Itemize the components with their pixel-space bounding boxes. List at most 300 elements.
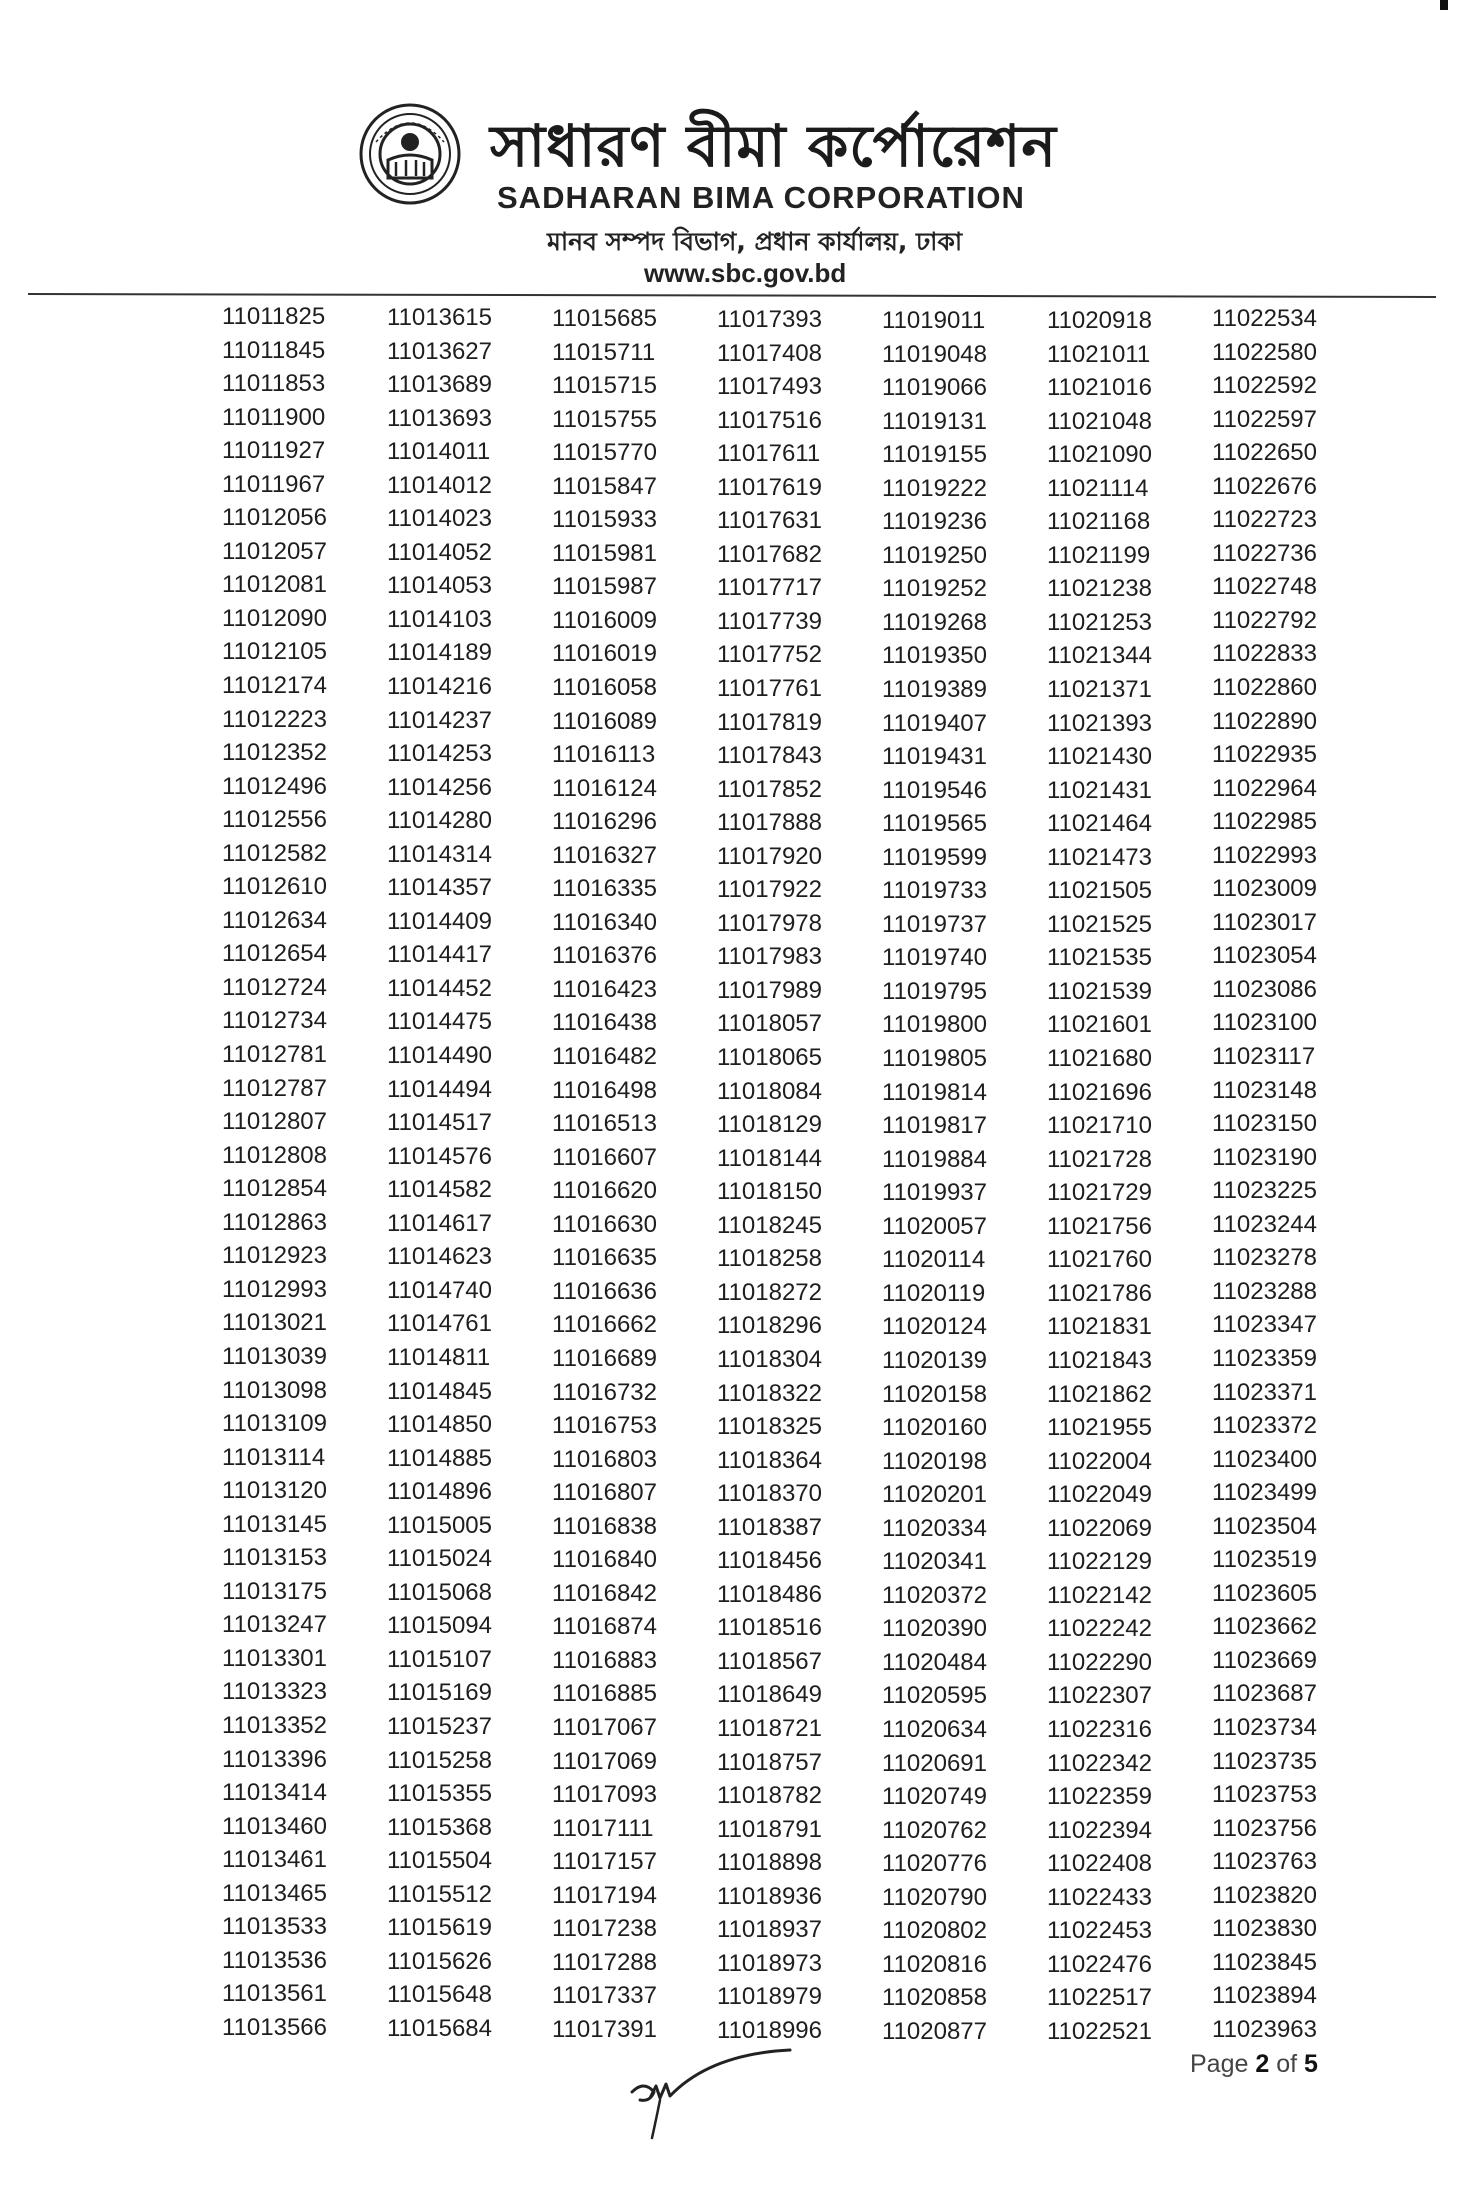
roll-number: 11013120: [222, 1477, 327, 1505]
roll-number: 11020160: [882, 1414, 987, 1442]
roll-number: 11022792: [1212, 606, 1317, 634]
roll-number: 11012105: [222, 638, 327, 666]
roll-number: 11019805: [882, 1045, 987, 1073]
roll-number: 11016423: [552, 975, 657, 1003]
roll-number: 11014357: [387, 874, 492, 902]
roll-number: 11016732: [552, 1378, 657, 1406]
organization-name-bengali: সাধারণ বীমা কর্পোরেশন: [490, 112, 1057, 180]
roll-number: 11022592: [1212, 372, 1317, 400]
roll-number: 11022748: [1212, 573, 1317, 601]
roll-number: 11019937: [882, 1179, 987, 1207]
roll-number: 11011900: [222, 403, 326, 431]
roll-number: 11013396: [222, 1745, 327, 1773]
roll-number: 11023372: [1212, 1412, 1317, 1440]
page-number-total: 5: [1304, 2050, 1318, 2078]
roll-number: 11023687: [1212, 1680, 1317, 1708]
roll-number: 11023017: [1212, 908, 1317, 936]
roll-number: 11014052: [387, 538, 492, 566]
roll-number: 11019048: [882, 340, 987, 368]
roll-number: 11023371: [1212, 1378, 1317, 1406]
roll-number: 11017157: [552, 1848, 657, 1876]
roll-number: 11016296: [552, 808, 657, 836]
roll-number: 11015770: [552, 439, 657, 467]
roll-number: 11014811: [387, 1343, 491, 1371]
roll-number: 11023117: [1212, 1043, 1316, 1071]
roll-number: 11023244: [1212, 1210, 1317, 1238]
roll-number: 11018245: [717, 1211, 822, 1239]
roll-number: 11020139: [882, 1346, 987, 1374]
roll-number: 11018516: [717, 1614, 822, 1642]
roll-number: 11012056: [222, 504, 327, 532]
roll-number: 11016327: [552, 841, 657, 869]
roll-number: 11014280: [387, 807, 492, 835]
roll-number: 11023519: [1212, 1546, 1317, 1574]
roll-number: 11013465: [222, 1879, 327, 1907]
roll-number: 11014011: [387, 438, 491, 466]
roll-number: 11013145: [222, 1510, 327, 1538]
roll-number: 11014517: [387, 1109, 492, 1137]
roll-number: 11014216: [387, 673, 492, 701]
roll-number: 11022476: [1047, 1950, 1152, 1978]
scan-corner-mark: [1440, 0, 1448, 10]
roll-number: 11013566: [222, 2013, 327, 2041]
roll-number: 11023894: [1212, 1982, 1317, 2010]
roll-number: 11022342: [1047, 1749, 1152, 1777]
roll-number: 11020762: [882, 1816, 987, 1844]
roll-number: 11019800: [882, 1011, 987, 1039]
roll-number: 11014617: [387, 1209, 492, 1237]
roll-number: 11018937: [717, 1916, 822, 1944]
roll-number: 11021393: [1047, 709, 1152, 737]
organization-name-english: SADHARAN BIMA CORPORATION: [497, 180, 1025, 215]
roll-number: 11012993: [222, 1275, 327, 1303]
roll-number: 11023669: [1212, 1646, 1317, 1674]
roll-number: 11015107: [387, 1645, 492, 1673]
roll-number: 11012923: [222, 1242, 327, 1270]
roll-number: 11012807: [222, 1108, 327, 1136]
roll-number: 11015005: [387, 1511, 492, 1539]
roll-number: 11022580: [1212, 338, 1317, 366]
roll-number: 11022736: [1212, 539, 1317, 567]
roll-number: 11021760: [1047, 1246, 1152, 1274]
roll-number: 11021831: [1047, 1313, 1152, 1341]
roll-number: 11015068: [387, 1578, 492, 1606]
roll-number: 11021371: [1047, 676, 1152, 704]
roll-number: 11018304: [717, 1345, 822, 1373]
roll-number: 11020158: [882, 1380, 987, 1408]
roll-number: 11021168: [1047, 508, 1151, 536]
roll-number: 11017983: [717, 943, 822, 971]
roll-number: 11021786: [1047, 1279, 1152, 1307]
roll-number: 11015094: [387, 1612, 492, 1640]
roll-number: 11019795: [882, 977, 987, 1005]
roll-number: 11023734: [1212, 1713, 1317, 1741]
roll-number: 11022985: [1212, 808, 1317, 836]
roll-number: 11020198: [882, 1447, 987, 1475]
roll-number: 11016340: [552, 908, 657, 936]
roll-number: 11022676: [1212, 472, 1317, 500]
roll-number: 11016630: [552, 1210, 657, 1238]
roll-number: 11022650: [1212, 439, 1317, 467]
roll-number: 11016689: [552, 1344, 657, 1372]
roll-number: 11023499: [1212, 1479, 1317, 1507]
roll-number: 11012787: [222, 1074, 327, 1102]
roll-number: 11018979: [717, 1983, 822, 2011]
roll-number: 11014582: [387, 1176, 492, 1204]
roll-number: 11017391: [552, 2015, 657, 2043]
roll-number: 11014845: [387, 1377, 492, 1405]
roll-number: 11015981: [552, 539, 657, 567]
roll-number: 11018757: [717, 1748, 822, 1776]
roll-number: 11017111: [552, 1814, 654, 1842]
roll-number: 11018129: [717, 1111, 822, 1139]
roll-number: 11020390: [882, 1615, 987, 1643]
roll-number: 11011853: [222, 370, 326, 398]
roll-number: 11018370: [717, 1480, 822, 1508]
roll-number: 11023763: [1212, 1848, 1317, 1876]
roll-number: 11020634: [882, 1715, 987, 1743]
roll-number: 11022307: [1047, 1682, 1152, 1710]
roll-number: 11017922: [717, 876, 822, 904]
roll-number: 11018567: [717, 1647, 822, 1675]
roll-number: 11013627: [387, 337, 492, 365]
roll-number: 11021114: [1047, 474, 1149, 502]
roll-number: 11017717: [717, 574, 822, 602]
roll-number: 11016513: [552, 1110, 657, 1138]
roll-number: 11017761: [717, 675, 822, 703]
roll-number: 11023504: [1212, 1512, 1317, 1540]
roll-number: 11023054: [1212, 942, 1317, 970]
roll-number: 11020124: [882, 1313, 987, 1341]
roll-number: 11016662: [552, 1311, 657, 1339]
roll-number: 11014761: [387, 1310, 492, 1338]
roll-number: 11021862: [1047, 1380, 1152, 1408]
roll-number: 11020776: [882, 1850, 987, 1878]
roll-number: 11017194: [552, 1881, 657, 1909]
roll-number: 11018721: [717, 1714, 822, 1742]
roll-number: 11012781: [222, 1041, 327, 1069]
roll-number: 11022935: [1212, 741, 1317, 769]
roll-number: 11017843: [717, 742, 822, 770]
roll-number: 11016607: [552, 1143, 657, 1171]
roll-number: 11013414: [222, 1779, 327, 1807]
roll-number: 11012496: [222, 772, 327, 800]
roll-number: 11012610: [222, 873, 327, 901]
roll-number: 11012808: [222, 1141, 327, 1169]
roll-number: 11016438: [552, 1009, 657, 1037]
roll-number: 11017408: [717, 339, 822, 367]
roll-number: 11018144: [717, 1144, 822, 1172]
roll-number: 11020595: [882, 1682, 987, 1710]
roll-number-column: [1047, 304, 1187, 2050]
roll-number: 11013460: [222, 1812, 327, 1840]
page-number-of: of: [1269, 2050, 1304, 2078]
roll-number: 11023845: [1212, 1948, 1317, 1976]
roll-number: 11016803: [552, 1445, 657, 1473]
roll-number: 11014409: [387, 907, 492, 935]
roll-number: 11023225: [1212, 1177, 1317, 1205]
roll-number: 11015847: [552, 472, 657, 500]
roll-number: 11014053: [387, 572, 492, 600]
roll-number: 11021344: [1047, 642, 1152, 670]
roll-number: 11014494: [387, 1075, 492, 1103]
roll-number: 11022833: [1212, 640, 1317, 668]
roll-number: 11016009: [552, 606, 657, 634]
roll-number: 11020691: [882, 1749, 987, 1777]
roll-number: 11014623: [387, 1243, 492, 1271]
roll-number: 11015024: [387, 1545, 492, 1573]
roll-number: 11013561: [222, 1980, 327, 2008]
roll-number: 11016807: [552, 1479, 657, 1507]
roll-number: 11021601: [1047, 1011, 1152, 1039]
roll-number: 11019268: [882, 608, 987, 636]
roll-number: 11016838: [552, 1512, 657, 1540]
roll-number: 11016124: [552, 774, 657, 802]
roll-number: 11018782: [717, 1782, 822, 1810]
roll-number: 11012556: [222, 806, 327, 834]
roll-number: 11022408: [1047, 1850, 1152, 1878]
roll-number: 11017852: [717, 775, 822, 803]
roll-number: 11015684: [387, 2014, 492, 2042]
roll-number: 11022860: [1212, 674, 1317, 702]
roll-number: 11021955: [1047, 1414, 1152, 1442]
roll-number-column: [387, 301, 527, 2050]
roll-number: 11016842: [552, 1579, 657, 1607]
roll-number: 11019222: [882, 474, 987, 502]
roll-number: 11018486: [717, 1580, 822, 1608]
roll-number: 11022316: [1047, 1715, 1152, 1743]
roll-number: 11021710: [1047, 1112, 1152, 1140]
roll-number: 11012057: [222, 537, 327, 565]
roll-number: 11022534: [1212, 305, 1317, 332]
roll-number: 11023150: [1212, 1110, 1317, 1138]
page-number: [1190, 2050, 1318, 2079]
roll-number: 11016335: [552, 875, 657, 903]
roll-number: 11012081: [222, 571, 327, 599]
roll-number: 11018898: [717, 1849, 822, 1877]
roll-number: 11020802: [882, 1917, 987, 1945]
roll-number: 11020790: [882, 1883, 987, 1911]
roll-number: 11016019: [552, 640, 657, 668]
roll-number: 11014475: [387, 1008, 492, 1036]
roll-number: 11021505: [1047, 877, 1152, 905]
roll-number: 11017631: [717, 507, 822, 535]
roll-number: 11018791: [717, 1815, 822, 1843]
roll-number: 11021729: [1047, 1179, 1152, 1207]
roll-number: 11014417: [387, 941, 492, 969]
roll-number: 11015933: [552, 506, 657, 534]
roll-number: 11015258: [387, 1746, 492, 1774]
roll-number: 11012223: [222, 705, 327, 733]
roll-number: 11018272: [717, 1278, 822, 1306]
roll-number: 11021238: [1047, 575, 1152, 603]
roll-number: 11022142: [1047, 1581, 1152, 1609]
roll-number: 11020816: [882, 1950, 987, 1978]
roll-number: 11018325: [717, 1413, 822, 1441]
roll-number: 11016482: [552, 1043, 657, 1071]
roll-number: 11021728: [1047, 1145, 1152, 1173]
roll-number: 11019884: [882, 1145, 987, 1173]
roll-number: 11015512: [387, 1880, 492, 1908]
roll-number: 11016636: [552, 1277, 657, 1305]
roll-number: 11013352: [222, 1711, 327, 1739]
roll-number: 11018296: [717, 1312, 822, 1340]
roll-number: 11021090: [1047, 441, 1152, 469]
roll-number: 11020201: [882, 1481, 987, 1509]
roll-number: 11013689: [387, 371, 492, 399]
roll-number: 11019155: [882, 441, 987, 469]
roll-number: 11013153: [222, 1544, 327, 1572]
roll-number: 11018387: [717, 1513, 822, 1541]
roll-number: 11016058: [552, 674, 657, 702]
roll-number: 11014885: [387, 1444, 492, 1472]
roll-number: 11023359: [1212, 1344, 1317, 1372]
roll-number: 11022359: [1047, 1783, 1152, 1811]
roll-number: 11019817: [882, 1112, 987, 1140]
roll-number: 11018150: [717, 1178, 822, 1206]
roll-number: 11023735: [1212, 1747, 1317, 1775]
roll-number: 11023086: [1212, 975, 1317, 1003]
roll-number: 11013039: [222, 1342, 327, 1370]
roll-number: 11014189: [387, 639, 492, 667]
roll-number: 11023820: [1212, 1881, 1317, 1909]
roll-number: 11018649: [717, 1681, 822, 1709]
page-number-prefix: Page: [1190, 2050, 1256, 2078]
roll-number: 11021016: [1047, 374, 1152, 402]
roll-number: 11019350: [882, 642, 987, 670]
roll-number: 11019431: [882, 743, 987, 771]
roll-number: 11023753: [1212, 1781, 1317, 1809]
roll-number-column: [552, 302, 692, 2050]
roll-number: 11021011: [1047, 340, 1151, 368]
roll-number: 11019599: [882, 843, 987, 871]
roll-number: 11014237: [387, 706, 492, 734]
roll-number: 11012863: [222, 1208, 327, 1236]
roll-number: 11021756: [1047, 1212, 1152, 1240]
roll-number: 11013693: [387, 404, 492, 432]
roll-number: 11017238: [552, 1915, 657, 1943]
roll-number: 11015711: [552, 338, 656, 366]
roll-number: 11014314: [387, 840, 492, 868]
roll-number: 11019250: [882, 541, 987, 569]
roll-number: 11019389: [882, 676, 987, 704]
roll-number: 11013615: [387, 304, 492, 331]
roll-number: 11015626: [387, 1947, 492, 1975]
roll-number: 11020918: [1047, 307, 1152, 334]
roll-number: 11011825: [222, 303, 326, 330]
roll-number: 11014576: [387, 1142, 492, 1170]
roll-number: 11023009: [1212, 875, 1317, 903]
roll-number: 11021680: [1047, 1045, 1152, 1073]
roll-number: 11017978: [717, 909, 822, 937]
roll-number: 11014012: [387, 471, 492, 499]
roll-number: 11022049: [1047, 1481, 1152, 1509]
roll-number: 11011967: [222, 470, 326, 498]
roll-number: 11021843: [1047, 1346, 1152, 1374]
roll-number: 11015169: [387, 1679, 492, 1707]
roll-number: 11017393: [717, 306, 822, 333]
roll-number: 11019733: [882, 877, 987, 905]
roll-number: 11017682: [717, 540, 822, 568]
roll-number: 11022433: [1047, 1883, 1152, 1911]
roll-number: 11017920: [717, 842, 822, 870]
roll-number-column: [1212, 302, 1352, 2050]
roll-number: 11016840: [552, 1546, 657, 1574]
roll-number: 11021253: [1047, 608, 1152, 636]
roll-number: 11017516: [717, 406, 822, 434]
roll-number: 11013323: [222, 1678, 327, 1706]
roll-number: 11023288: [1212, 1277, 1317, 1305]
roll-number: 11020114: [882, 1246, 986, 1274]
roll-number: 11020119: [882, 1279, 986, 1307]
roll-number: 11016113: [552, 741, 656, 769]
roll-number: 11022004: [1047, 1447, 1152, 1475]
roll-number: 11019737: [882, 910, 987, 938]
roll-number: 11014253: [387, 740, 492, 768]
roll-number: 11018456: [717, 1547, 822, 1575]
roll-number: 11016635: [552, 1244, 657, 1272]
roll-number: 11014740: [387, 1276, 492, 1304]
roll-number: 11012654: [222, 940, 327, 968]
roll-number: 11014896: [387, 1478, 492, 1506]
roll-number: 11021525: [1047, 910, 1152, 938]
roll-number: 11022993: [1212, 841, 1317, 869]
roll-number: 11013109: [222, 1410, 327, 1438]
roll-number: 11014103: [387, 605, 492, 633]
roll-number: 11015355: [387, 1780, 492, 1808]
roll-number: 11022242: [1047, 1615, 1152, 1643]
roll-number: 11017069: [552, 1747, 657, 1775]
roll-number: 11015755: [552, 405, 657, 433]
roll-number: 11012090: [222, 604, 327, 632]
roll-number: 11012174: [222, 672, 327, 700]
roll-number: 11018057: [717, 1010, 822, 1038]
roll-number: 11013021: [222, 1309, 327, 1337]
roll-number: 11012582: [222, 839, 327, 867]
roll-number: 11014850: [387, 1411, 492, 1439]
roll-number: 11023605: [1212, 1579, 1317, 1607]
roll-number: 11017739: [717, 607, 822, 635]
roll-number: 11017888: [717, 809, 822, 837]
roll-number: 11012854: [222, 1175, 327, 1203]
roll-number: 11020334: [882, 1514, 987, 1542]
roll-number: 11017619: [717, 473, 822, 501]
roll-number: 11022597: [1212, 405, 1317, 433]
roll-number: 11015987: [552, 573, 657, 601]
roll-number: 11017493: [717, 373, 822, 401]
roll-number: 11022517: [1047, 1984, 1152, 2012]
roll-number: 11021199: [1047, 541, 1151, 569]
roll-number: 11022129: [1047, 1548, 1152, 1576]
roll-number: 11021431: [1047, 776, 1152, 804]
roll-number: 11020858: [882, 1984, 987, 2012]
roll-number: 11016620: [552, 1177, 657, 1205]
roll-number: 11013461: [222, 1846, 327, 1874]
handwritten-signature: [610, 2040, 810, 2150]
roll-number: 11019011: [882, 307, 986, 334]
roll-number: 11017067: [552, 1713, 657, 1741]
roll-number: 11012352: [222, 739, 327, 767]
roll-number: 11017819: [717, 708, 822, 736]
roll-number: 11019546: [882, 776, 987, 804]
roll-number: 11017337: [552, 1982, 657, 2010]
roll-number: 11019407: [882, 709, 987, 737]
roll-number: 11022453: [1047, 1917, 1152, 1945]
roll-number: 11020749: [882, 1783, 987, 1811]
roll-number: 11014256: [387, 773, 492, 801]
roll-number: 11022290: [1047, 1648, 1152, 1676]
roll-number: 11022394: [1047, 1816, 1152, 1844]
